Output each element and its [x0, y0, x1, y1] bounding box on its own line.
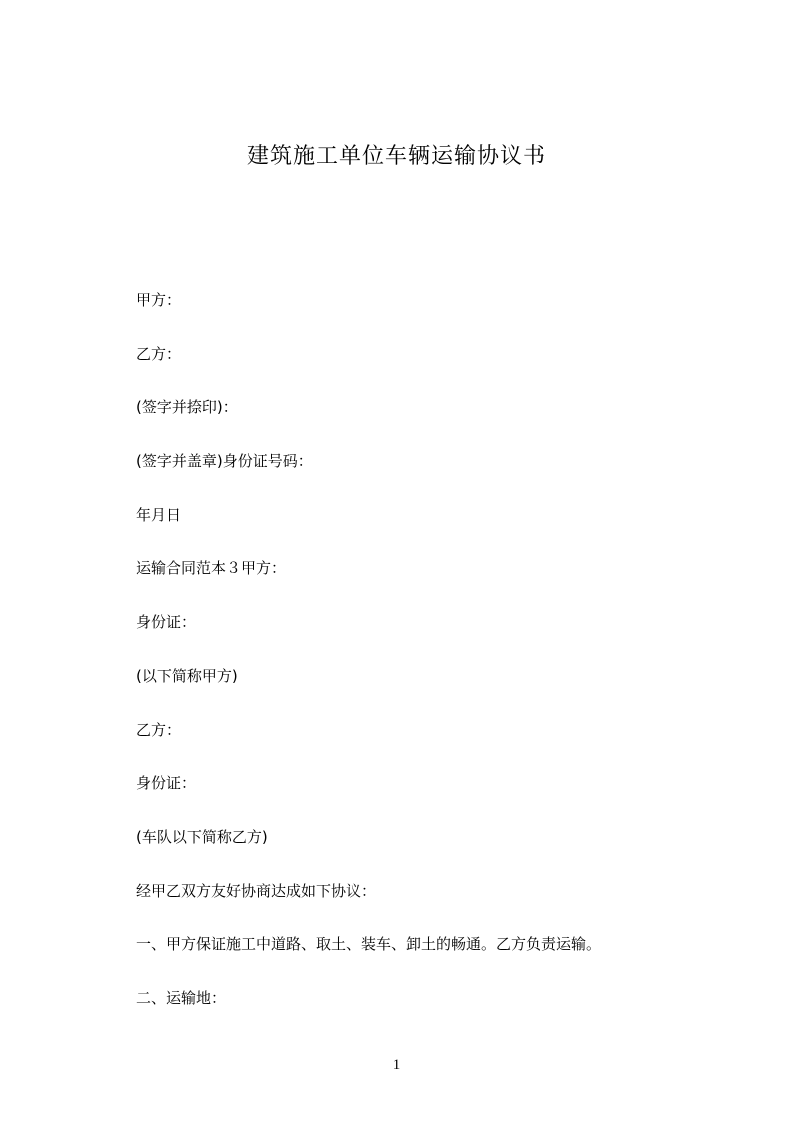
text-line-clause-1: 一、甲方保证施工中道路、取土、装车、卸土的畅通。乙方负责运输。: [136, 935, 602, 954]
text-line-id-card-b: 身份证：: [136, 774, 197, 793]
text-line-party-b-2: 乙方：: [136, 720, 182, 739]
text-line-contract-template: 运输合同范本３甲方：: [136, 559, 287, 578]
text-line-abbr-a: (以下简称甲方): [136, 666, 238, 685]
text-line-date: 年月日: [136, 505, 182, 524]
text-line-clause-2: 二、运输地：: [136, 988, 227, 1007]
text-line-party-a: 甲方：: [136, 291, 182, 309]
text-line-sign-fingerprint: (签字并捺印)：: [136, 398, 238, 417]
text-line-sign-seal-id: (签字并盖章)身份证号码：: [136, 452, 313, 471]
page-number: 1: [392, 1057, 401, 1073]
text-line-abbr-b: (车队以下简称乙方): [136, 827, 268, 846]
text-line-id-card-a: 身份证：: [136, 613, 197, 632]
document-title: 建筑施工单位车辆运输协议书: [246, 144, 546, 169]
text-line-agreement-intro: 经甲乙双方友好协商达成如下协议：: [136, 881, 377, 900]
text-line-party-b: 乙方：: [136, 344, 182, 363]
document-body: [136, 287, 676, 1039]
